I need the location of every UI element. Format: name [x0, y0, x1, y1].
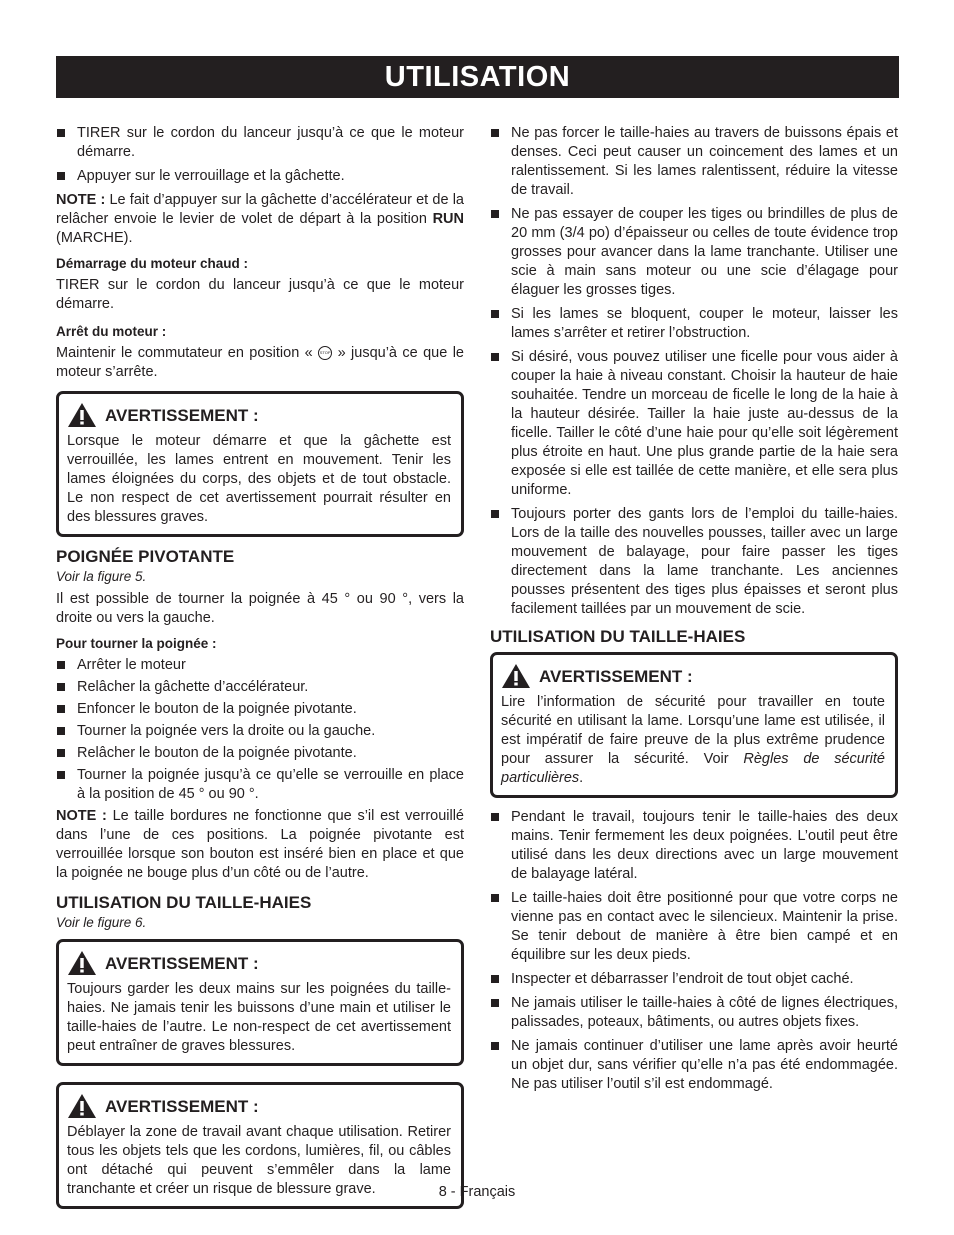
square-bullet-icon: [57, 683, 65, 691]
figure-reference: Voir la figure 5.: [56, 569, 147, 584]
square-bullet-icon: [491, 894, 499, 902]
warning-triangle-icon: [67, 402, 97, 428]
list-item: Ne pas essayer de couper les tiges ou brindilles de plus de 20 mm (3/4 po) d’épaisseur ou celles de toute évidence trop grosses pour avancer dans la lame tranchante. Utiliser une scie à main sans moteur ou une scie d’élagage pour élaguer les grosses tiges.: [490, 205, 898, 300]
list-item: Le taille-haies doit être positionné pour que votre corps ne vienne pas en contact avec le silencieux. Maintenir la prise. Se tenir debout de manière à être bien campé et en équilibre sur les deux pieds.: [490, 889, 898, 965]
warning-triangle-icon: [67, 1093, 97, 1119]
square-bullet-icon: [57, 727, 65, 735]
warning-box: [56, 391, 464, 537]
list-item: Ne jamais continuer d’utiliser une lame après avoir heurté un objet dur, sans vérifier qu’elle n’a pas été endommagée. Ne pas utiliser l’outil s’il est endommagé.: [490, 1037, 898, 1094]
left-column: [56, 124, 464, 1209]
square-bullet-icon: [491, 129, 499, 137]
page-title: UTILISATION: [56, 56, 899, 98]
list-item: Ne pas forcer le taille-haies au travers de buissons épais et denses. Ceci peut causer un coincement des lames et un ralentissement. Si les lames ralentissent, réduire la vitesse de travail.: [490, 124, 898, 200]
warning-text: Toujours garder les deux mains sur les poignées du taille-haies. Ne jamais tenir les buissons d’une main et utiliser le taille-haies de l’autre. Le non-respect de cet avertissement peut entraîner de graves blessures.: [67, 981, 451, 1054]
list-item: Ne jamais utiliser le taille-haies à côté de lignes électriques, palissades, poteaux, bâtiments, ou autres objets fixes.: [490, 994, 898, 1032]
usage-list: [490, 808, 898, 1094]
warning-title: AVERTISSEMENT :: [105, 1096, 259, 1116]
list-item: Tourner la poignée jusqu’à ce qu’elle se verrouille en place à la position de 45 ° ou 90 °.: [56, 766, 464, 804]
paragraph: Maintenir le commutateur en position « STOP » jusqu’à ce que le moteur s’arrête.: [56, 345, 464, 380]
warning-title: AVERTISSEMENT :: [539, 666, 693, 686]
warning-title: AVERTISSEMENT :: [105, 405, 259, 425]
section-heading: UTILISATION DU TAILLE-HAIES: [56, 893, 312, 912]
square-bullet-icon: [57, 129, 65, 137]
list-item: Arrêter le moteur: [56, 656, 464, 675]
list-item: TIRER sur le cordon du lanceur jusqu’à ce que le moteur démarre.: [56, 124, 464, 162]
list-item: Tourner la poignée vers la droite ou la gauche.: [56, 722, 464, 741]
section-heading: UTILISATION DU TAILLE-HAIES: [490, 627, 746, 646]
subheading: Pour tourner la poignée :: [56, 636, 217, 651]
warning-box: [490, 652, 898, 798]
paragraph: Il est possible de tourner la poignée à 45 ° ou 90 °, vers la droite ou vers la gauche.: [56, 591, 464, 626]
warning-text: Lire l’information de sécurité pour travailler en toute sécurité en utilisant la lame. Lorsqu’une lame est utilisée, il est impératif de faire preuve de la plus extrême prudence pour assurer la sécurité. Voir Règles de sécurité particulières.: [501, 694, 886, 786]
warning-box: [56, 939, 464, 1066]
warning-triangle-icon: [501, 663, 531, 689]
square-bullet-icon: [57, 749, 65, 757]
square-bullet-icon: [57, 172, 65, 180]
list-item: Enfoncer le bouton de la poignée pivotante.: [56, 700, 464, 719]
list-item: Relâcher la gâchette d’accélérateur.: [56, 678, 464, 697]
list-item: Toujours porter des gants lors de l’emploi du taille-haies. Lors de la taille des nouvelles pousses, tailler avec un large mouvement de balayage, pour faire passer les tiges directement dans la lame tranchante. Les anciennes pousses présentent des tiges plus épaisses et seront plus facilement taillées par un mouvement de scie.: [490, 505, 898, 619]
page-number: 8 - Français: [438, 1184, 516, 1200]
list-item: Relâcher le bouton de la poignée pivotante.: [56, 744, 464, 763]
warning-triangle-icon: [67, 950, 97, 976]
warning-text: Lorsque le moteur démarre et que la gâchette est verrouillée, les lames entrent en mouvement. Tenir les lames éloignées du corps, des objets et de tout obstacle. Le non respect de cet avertissement pourrait résulter en des blessures graves.: [67, 433, 451, 525]
list-item: Inspecter et débarrasser l’endroit de tout objet caché.: [490, 970, 898, 989]
note-paragraph: NOTE : Le fait d’appuyer sur la gâchette d’accélérateur et de la relâcher envoie le levier de volet de départ à la position RUN (MARCHE).: [56, 192, 464, 246]
square-bullet-icon: [491, 999, 499, 1007]
paragraph: TIRER sur le cordon du lanceur jusqu’à ce que le moteur démarre.: [56, 277, 464, 312]
figure-reference: Voir le figure 6.: [56, 915, 147, 930]
square-bullet-icon: [491, 975, 499, 983]
warning-title: AVERTISSEMENT :: [105, 953, 259, 973]
square-bullet-icon: [57, 661, 65, 669]
turn-steps-list: [56, 656, 464, 804]
section-heading: POIGNÉE PIVOTANTE: [56, 547, 235, 566]
square-bullet-icon: [491, 510, 499, 518]
list-item: Si désiré, vous pouvez utiliser une ficelle pour vous aider à couper la haie à niveau constant. Choisir la hauteur de haie souhaitée. Tendre un morceau de ficelle le long de la haie à la hauteur désirée. Tailler la haie juste au-dessus de la ficelle. Tailler le côté d’une haie pour qu’elle soit légèrement plus étroite en haut. Une plus grande partie de la haie sera exposée si elle est taillée de cette manière, et elle sera plus uniforme.: [490, 348, 898, 500]
square-bullet-icon: [491, 1042, 499, 1050]
square-bullet-icon: [57, 771, 65, 779]
stop-switch-icon: STOP: [318, 346, 332, 360]
tips-list: [490, 124, 898, 619]
list-item: Si les lames se bloquent, couper le moteur, laisser les lames s’arrêter et retirer l’obstruction.: [490, 305, 898, 343]
square-bullet-icon: [491, 353, 499, 361]
subheading: Arrêt du moteur :: [56, 324, 167, 339]
right-column: [490, 124, 898, 1099]
square-bullet-icon: [57, 705, 65, 713]
list-item: Appuyer sur le verrouillage et la gâchette.: [56, 167, 464, 186]
note-paragraph: NOTE : Le taille bordures ne fonctionne que s’il est verrouillé dans l’une de ces positions. La poignée pivotante est verrouillée lorsque son bouton est inséré bien en place et que la poignée ne bouge plus d’un côté ou de l’autre.: [56, 808, 464, 881]
subheading: Démarrage du moteur chaud :: [56, 256, 249, 271]
square-bullet-icon: [491, 310, 499, 318]
list-item: Pendant le travail, toujours tenir le taille-haies des deux mains. Tenir fermement les deux poignées. L’outil peut être utilisé dans les deux directions avec un large mouvement de balayage latéral.: [490, 808, 898, 884]
square-bullet-icon: [491, 210, 499, 218]
square-bullet-icon: [491, 813, 499, 821]
warning-text: Déblayer la zone de travail avant chaque utilisation. Retirer tous les objets tels que les cordons, lumières, fil, ou câbles ont détaché qui peuvent s’emmêler dans la lame tranchante et créer un risque de blessure grave.: [67, 1124, 451, 1197]
